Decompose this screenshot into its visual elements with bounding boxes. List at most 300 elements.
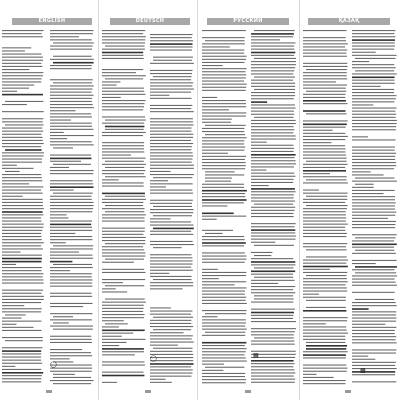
text-line [150, 105, 192, 106]
text-line [2, 321, 41, 322]
text-line [150, 149, 191, 150]
ce-mark-icon: ◯ [50, 361, 57, 368]
text-line [202, 272, 246, 273]
text-line [202, 156, 246, 157]
text-line [150, 382, 172, 383]
text-line [352, 374, 395, 375]
text-line [251, 176, 295, 177]
text-line [50, 293, 92, 294]
text-line [102, 155, 131, 156]
text-line [150, 137, 193, 138]
text-line [50, 158, 92, 160]
text-line [306, 256, 347, 257]
text-line [153, 215, 192, 216]
text-line [2, 50, 25, 51]
text-line [2, 381, 41, 382]
text-line [303, 211, 346, 212]
text-line [251, 292, 295, 293]
text-line [303, 37, 346, 38]
text-line [50, 120, 71, 121]
text-line [2, 121, 43, 122]
text-line [251, 46, 294, 47]
text-line [303, 326, 346, 327]
text-line [251, 369, 295, 370]
text-line [352, 218, 388, 219]
text-line [50, 286, 93, 287]
text-line [251, 334, 294, 335]
text-line [2, 283, 44, 284]
text-line [2, 347, 43, 348]
text-line [202, 46, 230, 47]
text-line [251, 283, 278, 284]
text-line [251, 166, 294, 167]
text-line [2, 33, 42, 34]
text-line [50, 296, 92, 297]
text-line [251, 280, 295, 281]
certification-mark-icon: ▦ [360, 367, 366, 374]
text-line [202, 74, 246, 75]
text-line [251, 194, 294, 195]
text-line [355, 266, 397, 268]
text-line [303, 236, 346, 237]
text-line [202, 275, 246, 276]
text-line [150, 186, 166, 187]
text-line [150, 143, 193, 144]
text-line [50, 116, 92, 117]
text-line [150, 108, 191, 109]
text-line [205, 178, 232, 179]
text-line [150, 366, 191, 367]
text-line [303, 333, 348, 334]
text-line [202, 122, 231, 123]
text-line [2, 264, 16, 265]
text-line [50, 167, 69, 168]
text-line [50, 230, 92, 231]
text-line [352, 101, 394, 102]
text-line [2, 363, 42, 364]
text-line [2, 233, 41, 234]
text-line [352, 61, 369, 62]
text-line [251, 49, 294, 50]
text-line [150, 212, 193, 213]
text-line [352, 39, 395, 41]
text-line [53, 322, 69, 323]
text-line [303, 182, 348, 183]
text-line [251, 197, 294, 198]
text-line [352, 196, 395, 197]
text-line [2, 217, 41, 218]
text-line [202, 53, 244, 54]
page-number [345, 390, 351, 393]
text-line [352, 171, 371, 172]
text-line [352, 209, 395, 210]
text-line [150, 70, 193, 71]
text-line [202, 370, 223, 371]
text-line [53, 245, 93, 246]
text-column [202, 28, 247, 388]
text-line [251, 142, 267, 143]
text-line [102, 142, 144, 143]
text-line [150, 46, 193, 47]
text-line [102, 173, 144, 174]
text-line [2, 205, 43, 206]
text-line [352, 36, 395, 37]
ce-mark-icon: ◯ [150, 355, 157, 362]
text-line [50, 107, 94, 108]
text-line [251, 210, 295, 211]
text-line [102, 202, 143, 203]
text-line [2, 88, 29, 89]
text-line [105, 46, 145, 47]
text-line [202, 37, 245, 38]
text-line [150, 124, 194, 125]
text-line [102, 375, 144, 377]
text-line [50, 85, 94, 86]
text-line [2, 47, 31, 48]
text-line [251, 286, 295, 287]
text-line [150, 323, 191, 324]
text-line [102, 151, 144, 152]
text-line [202, 109, 229, 110]
text-line [105, 323, 128, 324]
text-line [202, 236, 244, 237]
text-line [153, 76, 192, 77]
text-line [251, 366, 293, 367]
text-line [202, 137, 247, 138]
text-line [2, 357, 41, 358]
text-line [202, 326, 245, 327]
text-line [251, 108, 296, 109]
text-line [2, 94, 43, 96]
text-line [202, 278, 219, 279]
text-line [352, 150, 395, 151]
text-line [150, 37, 192, 38]
text-line [251, 242, 275, 243]
text-line [352, 311, 396, 312]
text-line [105, 176, 146, 177]
text-line [102, 170, 145, 171]
text-column [150, 28, 194, 388]
text-line [53, 383, 91, 384]
text-line [102, 282, 123, 283]
text-line [53, 316, 73, 317]
text-line [303, 339, 346, 340]
text-line [105, 243, 145, 244]
text-line [150, 203, 192, 204]
text-line [50, 155, 91, 156]
text-line [150, 168, 194, 169]
text-line [306, 179, 347, 180]
text-line [153, 348, 193, 349]
text-line [150, 180, 168, 181]
text-line [352, 292, 395, 293]
text-line [251, 104, 295, 105]
text-line [205, 171, 235, 172]
text-line [102, 91, 144, 92]
text-line [251, 135, 296, 136]
page-number [145, 390, 151, 393]
text-line [150, 79, 191, 80]
text-line [202, 245, 244, 246]
text-line [150, 363, 194, 365]
text-line [251, 111, 294, 112]
text-line [352, 55, 397, 56]
text-line [150, 231, 191, 232]
text-line [2, 177, 42, 178]
text-line [150, 89, 194, 90]
text-line [150, 190, 192, 191]
text-line [205, 233, 223, 234]
text-line [303, 374, 317, 375]
text-line [303, 103, 348, 104]
text-line [303, 214, 346, 215]
text-line [50, 355, 92, 356]
text-line [303, 66, 348, 67]
text-line [102, 314, 145, 315]
text-line [153, 228, 194, 230]
text-line [303, 170, 346, 172]
text-line [251, 372, 295, 373]
text-line [352, 224, 396, 225]
text-line [2, 137, 43, 138]
text-line [150, 131, 191, 132]
text-line [202, 205, 227, 206]
text-line [202, 361, 247, 362]
text-line [102, 221, 145, 222]
text-line [150, 152, 193, 153]
text-line [2, 199, 43, 200]
section-header-kazakh: ҚАЗАҚ [308, 18, 390, 25]
text-line [50, 65, 92, 66]
text-line [2, 372, 43, 374]
text-line [202, 342, 246, 344]
text-line [202, 65, 223, 66]
text-line [150, 338, 192, 339]
text-line [251, 42, 296, 43]
text-line [202, 300, 246, 301]
text-line [251, 95, 295, 96]
text-line [150, 165, 194, 166]
text-line [303, 351, 348, 352]
text-line [303, 88, 346, 89]
text-line [50, 255, 92, 256]
text-line [352, 253, 396, 254]
text-line [53, 147, 73, 148]
text-line [303, 142, 331, 143]
text-line [303, 297, 346, 298]
text-line [202, 219, 217, 220]
text-line [254, 277, 293, 278]
text-line [251, 163, 296, 164]
text-line [50, 113, 91, 114]
text-line [105, 211, 144, 212]
text-line [251, 86, 295, 87]
text-line [2, 85, 34, 86]
text-line [2, 152, 44, 153]
text-line [303, 130, 333, 131]
text-line [352, 159, 395, 160]
text-line [251, 363, 295, 364]
text-line [251, 70, 294, 71]
text-line [303, 63, 347, 64]
text-line [150, 134, 193, 135]
text-line [251, 182, 293, 183]
text-line [102, 308, 144, 309]
text-line [303, 368, 348, 369]
text-line [102, 240, 145, 241]
text-line [352, 260, 397, 261]
text-line [2, 214, 43, 215]
text-line [251, 67, 295, 68]
text-line [202, 379, 246, 380]
fold-line [197, 0, 198, 400]
text-line [150, 34, 193, 35]
text-line [352, 42, 395, 43]
text-line [150, 225, 194, 226]
text-line [102, 179, 119, 180]
text-line [102, 49, 145, 50]
text-line [2, 273, 43, 274]
text-line [254, 77, 295, 78]
text-line [2, 360, 41, 361]
text-line [352, 247, 394, 248]
text-line [202, 140, 244, 141]
text-line [202, 262, 245, 263]
text-line [202, 345, 245, 346]
text-line [352, 324, 385, 325]
text-line [352, 77, 395, 79]
text-line [150, 146, 192, 147]
text-line [105, 299, 145, 300]
text-line [102, 186, 144, 187]
text-line [352, 240, 394, 241]
text-line [251, 139, 296, 140]
text-line [53, 193, 93, 194]
text-line [303, 224, 348, 225]
text-line [150, 270, 193, 271]
text-line [102, 345, 119, 346]
text-line [251, 52, 295, 54]
text-line [205, 332, 245, 333]
text-line [251, 73, 293, 74]
text-line [306, 348, 346, 350]
text-line [150, 183, 193, 184]
text-line [205, 125, 246, 126]
text-line [352, 193, 384, 194]
text-line [303, 287, 347, 288]
text-line [352, 227, 395, 228]
text-line [150, 351, 192, 352]
text-line [102, 231, 145, 232]
text-line [303, 193, 348, 194]
text-line [202, 335, 245, 336]
text-line [303, 281, 348, 282]
text-line [303, 136, 348, 137]
text-line [251, 360, 294, 362]
text-line [153, 279, 192, 280]
text-line [50, 279, 93, 280]
text-line [202, 230, 233, 231]
text-line [2, 146, 41, 147]
text-line [2, 36, 43, 37]
text-line [202, 376, 245, 377]
text-line [202, 351, 246, 352]
text-line [2, 104, 27, 105]
text-line [303, 365, 346, 366]
text-line [202, 199, 247, 201]
text-line [2, 66, 42, 67]
text-line [303, 221, 346, 222]
text-line [202, 184, 244, 185]
text-line [2, 248, 43, 249]
text-line [102, 269, 144, 270]
text-line [150, 155, 193, 156]
text-line [306, 91, 346, 92]
text-line [303, 110, 346, 112]
text-line [352, 129, 396, 130]
text-line [102, 252, 145, 253]
text-line [352, 165, 396, 166]
certification-mark-icon: ▦ [253, 352, 259, 359]
text-line [150, 218, 171, 219]
text-line [50, 326, 93, 327]
text-line [2, 305, 24, 306]
section-header-english: ENGLISH [12, 18, 92, 25]
text-line [2, 180, 42, 181]
text-line [50, 233, 75, 234]
text-line [202, 87, 246, 88]
text-line [251, 145, 294, 146]
text-line [352, 117, 396, 118]
text-line [5, 340, 43, 341]
text-line [303, 230, 345, 231]
text-line [202, 43, 245, 44]
text-line [202, 287, 247, 288]
text-line [303, 377, 334, 378]
text-line [2, 165, 17, 166]
text-line [352, 327, 396, 328]
text-line [102, 291, 127, 292]
text-line [202, 81, 244, 82]
text-line [352, 95, 397, 96]
text-line [202, 354, 245, 355]
text-line [251, 274, 293, 275]
fold-line [98, 0, 99, 400]
text-line [303, 94, 345, 95]
text-line [50, 349, 82, 350]
text-line [150, 332, 184, 333]
text-line [2, 270, 42, 271]
text-line [50, 211, 92, 212]
text-line [202, 100, 246, 101]
text-line [153, 60, 192, 61]
text-line [2, 330, 42, 331]
text-line [251, 382, 295, 383]
text-line [205, 313, 246, 314]
text-line [202, 62, 245, 63]
text-line [102, 75, 146, 76]
text-line [202, 159, 245, 160]
text-line [251, 226, 295, 227]
text-line [50, 95, 94, 96]
text-line [2, 208, 44, 209]
text-line [2, 324, 17, 325]
text-line [102, 305, 144, 306]
text-line [50, 202, 94, 203]
text-line [102, 123, 144, 124]
text-line [352, 123, 397, 124]
text-line [202, 322, 246, 323]
